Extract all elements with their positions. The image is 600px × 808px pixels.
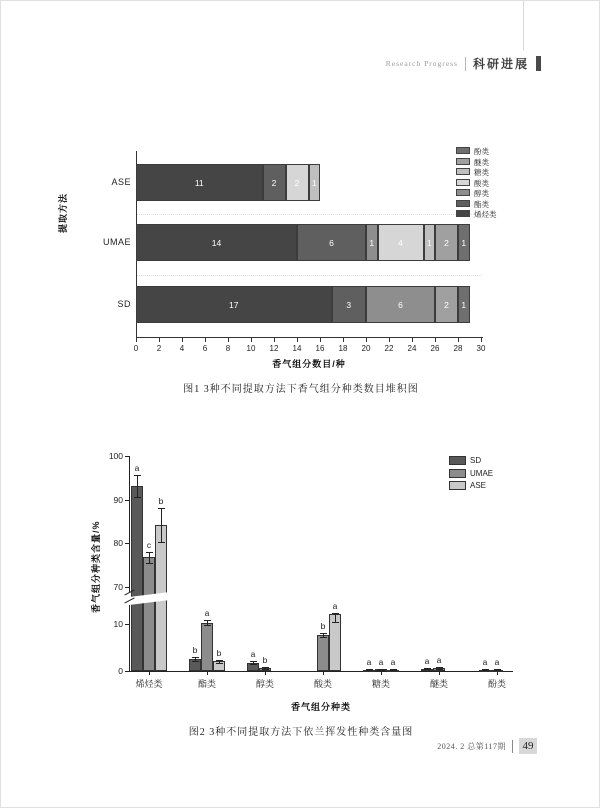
bar-category-label: UMAE bbox=[102, 236, 131, 247]
stacked-bar-segment: 1 bbox=[309, 164, 321, 201]
stacked-bar-segment: 1 bbox=[458, 286, 470, 323]
page-number: 49 bbox=[519, 738, 537, 754]
x-axis-tick-label: 6 bbox=[202, 344, 208, 353]
x-axis-tick bbox=[481, 338, 482, 342]
legend-label: 酚类 bbox=[474, 147, 489, 156]
significance-letter: a bbox=[482, 657, 488, 668]
error-bar-cap bbox=[262, 667, 269, 668]
x-axis-tick bbox=[265, 672, 266, 675]
y-axis-tick-label: 90 bbox=[113, 494, 123, 505]
y-axis-tick bbox=[125, 671, 129, 672]
significance-letter: b bbox=[216, 647, 222, 658]
legend-label: 糖类 bbox=[474, 168, 489, 177]
error-bar bbox=[149, 552, 150, 563]
x-axis-tick bbox=[205, 338, 206, 342]
error-bar-cap bbox=[262, 669, 269, 670]
error-bar-cap bbox=[216, 663, 223, 664]
x-axis-line bbox=[136, 337, 483, 338]
figure1-x-axis-title: 香气组分数目/种 bbox=[272, 359, 346, 369]
error-bar-cap bbox=[216, 660, 223, 661]
error-bar-cap bbox=[390, 670, 397, 671]
significance-letter: b bbox=[158, 495, 164, 506]
significance-letter: a bbox=[250, 649, 256, 660]
significance-letter: a bbox=[204, 608, 210, 619]
legend-label: SD bbox=[470, 456, 482, 465]
legend-swatch bbox=[449, 469, 466, 478]
error-bar-cap bbox=[436, 669, 443, 670]
legend-label: 醇类 bbox=[474, 189, 489, 198]
y-axis-tick-label: 70 bbox=[113, 582, 123, 592]
y-axis-tick-label: 100 bbox=[108, 451, 123, 461]
x-axis-tick bbox=[366, 338, 367, 342]
y-axis-tick bbox=[125, 624, 129, 625]
legend-swatch bbox=[456, 158, 470, 165]
error-bar-cap bbox=[482, 670, 489, 671]
error-bar bbox=[137, 475, 138, 497]
x-axis-tick bbox=[136, 338, 137, 342]
x-axis-tick-label: 18 bbox=[338, 344, 348, 353]
figure2-x-axis-title: 香气组分种类 bbox=[290, 702, 351, 712]
x-axis-tick-label: 4 bbox=[179, 344, 185, 353]
x-axis-tick bbox=[320, 338, 321, 342]
error-bar-cap bbox=[250, 664, 257, 665]
row-separator-line bbox=[137, 214, 482, 215]
x-axis-tick bbox=[435, 338, 436, 342]
section-title-cn: 科研进展 bbox=[472, 57, 529, 71]
stacked-bar-segment: 2 bbox=[263, 164, 286, 201]
issue-info: 2024. 2 总第117期 bbox=[437, 741, 506, 751]
error-bar-cap bbox=[424, 669, 431, 670]
legend-label: 烯烃类 bbox=[474, 210, 497, 219]
x-axis-tick-label: 30 bbox=[476, 344, 486, 353]
stacked-bar-segment: 1 bbox=[366, 224, 378, 261]
legend-label: UMAE bbox=[470, 468, 494, 478]
error-bar-cap bbox=[320, 633, 327, 634]
x-axis-tick-label: 26 bbox=[430, 344, 440, 353]
stacked-bar-segment: 14 bbox=[136, 224, 297, 261]
figure2-grouped-bar-chart bbox=[81, 446, 551, 696]
x-axis-category-label: 糖类 bbox=[371, 679, 390, 689]
x-axis-tick bbox=[149, 672, 150, 675]
x-axis-category-label: 酸类 bbox=[313, 679, 332, 689]
header-block-icon bbox=[536, 56, 541, 71]
journal-name-en: Research Progress bbox=[385, 59, 458, 68]
x-axis-line bbox=[129, 671, 513, 672]
bar-UMAE bbox=[201, 623, 213, 671]
stacked-bar-segment: 17 bbox=[136, 286, 332, 323]
stacked-bar-segment: 1 bbox=[458, 224, 470, 261]
x-axis-tick-label: 12 bbox=[269, 344, 279, 353]
x-axis-tick-label: 22 bbox=[384, 344, 394, 353]
stacked-bar-segment: 6 bbox=[297, 224, 366, 261]
x-axis-tick bbox=[207, 672, 208, 675]
y-axis-tick-label: 0 bbox=[118, 666, 123, 676]
significance-letter: b bbox=[192, 645, 198, 656]
x-axis-category-label: 醚类 bbox=[429, 679, 448, 689]
header-rule bbox=[523, 1, 524, 51]
legend-swatch bbox=[456, 179, 470, 186]
footer-divider bbox=[512, 740, 513, 753]
figure2-caption: 图2 3种不同提取方法下依兰挥发性种类含量图 bbox=[188, 727, 414, 738]
x-axis-tick-label: 0 bbox=[133, 344, 139, 353]
error-bar bbox=[161, 508, 162, 542]
significance-letter: a bbox=[378, 656, 384, 667]
y-axis-tick-label: 80 bbox=[113, 538, 123, 549]
stacked-bar-segment: 11 bbox=[136, 164, 263, 201]
x-axis-tick bbox=[182, 338, 183, 342]
bar-category-label: SD bbox=[117, 298, 131, 309]
bar-ASE bbox=[329, 614, 341, 671]
x-axis-category-label: 醇类 bbox=[255, 679, 274, 689]
x-axis-tick bbox=[412, 338, 413, 342]
y-axis-line-upper bbox=[129, 456, 130, 592]
y-axis-tick bbox=[125, 500, 129, 501]
bar-category-label: ASE bbox=[111, 176, 131, 187]
row-separator-line bbox=[137, 275, 482, 276]
significance-letter: a bbox=[436, 655, 442, 666]
error-bar-cap bbox=[158, 542, 165, 543]
x-axis-tick-label: 2 bbox=[156, 344, 162, 353]
x-axis-tick bbox=[228, 338, 229, 342]
legend-swatch bbox=[449, 481, 466, 490]
y-axis-tick bbox=[125, 587, 129, 588]
figure1-caption: 图1 3种不同提取方法下香气组分种类数目堆积图 bbox=[183, 384, 419, 395]
header-divider bbox=[465, 57, 466, 71]
x-axis-tick bbox=[159, 338, 160, 342]
error-bar-cap bbox=[332, 613, 339, 614]
legend-swatch bbox=[456, 210, 470, 217]
figure1-stacked-bar-chart bbox=[96, 141, 516, 376]
y-axis-tick bbox=[125, 543, 129, 544]
x-axis-tick-label: 8 bbox=[225, 344, 231, 353]
x-axis-tick bbox=[381, 672, 382, 675]
significance-letter: c bbox=[146, 539, 152, 550]
legend-swatch bbox=[456, 168, 470, 175]
page-header bbox=[386, 55, 541, 72]
stacked-bar-segment: 6 bbox=[366, 286, 435, 323]
error-bar-cap bbox=[146, 563, 153, 564]
figure2-y-axis-title: 香气组分种类含量/% bbox=[91, 520, 101, 613]
stacked-bar-segment: 2 bbox=[435, 224, 458, 261]
significance-letter: a bbox=[390, 657, 396, 668]
error-bar-cap bbox=[204, 625, 211, 626]
stacked-bar-segment: 4 bbox=[378, 224, 424, 261]
significance-letter: a bbox=[134, 462, 140, 473]
legend-label: 酯类 bbox=[474, 199, 489, 209]
x-axis-tick-label: 16 bbox=[315, 344, 325, 353]
x-axis-tick bbox=[439, 672, 440, 675]
x-axis-tick bbox=[497, 672, 498, 675]
x-axis-tick-label: 28 bbox=[453, 344, 463, 353]
legend-swatch bbox=[456, 200, 470, 207]
x-axis-tick-label: 10 bbox=[246, 344, 256, 353]
significance-letter: a bbox=[366, 657, 372, 668]
stacked-bar-segment: 3 bbox=[332, 286, 367, 323]
legend-label: 醚类 bbox=[474, 157, 489, 167]
x-axis-tick-label: 14 bbox=[292, 344, 302, 353]
bar-UMAE bbox=[143, 557, 155, 671]
error-bar-cap bbox=[494, 670, 501, 671]
page-footer bbox=[437, 738, 537, 754]
legend-label: 酸类 bbox=[474, 178, 489, 188]
error-bar-cap bbox=[378, 670, 385, 671]
error-bar-cap bbox=[134, 497, 141, 498]
x-axis-tick bbox=[251, 338, 252, 342]
y-axis-line-lower bbox=[129, 600, 130, 672]
error-bar-cap bbox=[192, 657, 199, 658]
x-axis-tick-label: 20 bbox=[361, 344, 371, 353]
x-axis-tick bbox=[297, 338, 298, 342]
error-bar-cap bbox=[366, 670, 373, 671]
stacked-bar-segment: 2 bbox=[435, 286, 458, 323]
error-bar-cap bbox=[320, 637, 327, 638]
significance-letter: b bbox=[262, 654, 268, 665]
x-axis-tick-label: 24 bbox=[407, 344, 417, 353]
significance-letter: a bbox=[424, 655, 430, 666]
significance-letter: a bbox=[332, 600, 338, 611]
legend-swatch bbox=[456, 189, 470, 196]
stacked-bar-segment: 1 bbox=[424, 224, 436, 261]
error-bar-cap bbox=[192, 661, 199, 662]
bar-UMAE bbox=[317, 635, 329, 671]
legend-swatch bbox=[449, 456, 466, 465]
x-axis-tick bbox=[343, 338, 344, 342]
x-axis-tick bbox=[389, 338, 390, 342]
legend-swatch bbox=[456, 147, 470, 154]
significance-letter: a bbox=[494, 657, 500, 668]
error-bar-cap bbox=[332, 622, 339, 623]
x-axis-category-label: 烯烃类 bbox=[135, 679, 163, 689]
x-axis-tick bbox=[458, 338, 459, 342]
error-bar-cap bbox=[146, 552, 153, 553]
error-bar-cap bbox=[250, 661, 257, 662]
y-axis-tick bbox=[125, 456, 129, 457]
x-axis-tick bbox=[274, 338, 275, 342]
significance-letter: b bbox=[320, 621, 326, 632]
x-axis-category-label: 酚类 bbox=[487, 679, 506, 689]
stacked-bar-segment: 2 bbox=[286, 164, 309, 201]
bar-SD bbox=[131, 486, 143, 671]
error-bar-cap bbox=[134, 475, 141, 476]
legend-label: ASE bbox=[470, 481, 487, 490]
x-axis-tick bbox=[323, 672, 324, 675]
error-bar bbox=[335, 613, 336, 622]
error-bar-cap bbox=[158, 508, 165, 509]
figure1-y-axis-title: 提取方法 bbox=[58, 192, 68, 233]
error-bar-cap bbox=[204, 620, 211, 621]
y-axis-tick-label: 10 bbox=[113, 619, 123, 629]
x-axis-category-label: 酯类 bbox=[197, 679, 216, 689]
